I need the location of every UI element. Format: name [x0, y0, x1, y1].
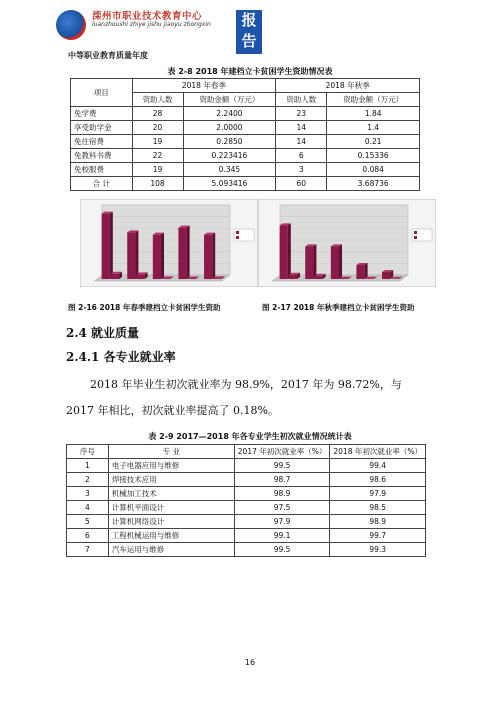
table-cell: 3 [276, 163, 327, 177]
table-row [67, 529, 426, 543]
report-badge: 报告 [236, 10, 262, 54]
chart-bar [127, 232, 135, 279]
table-row [71, 121, 420, 135]
chart-legend-swatch [236, 236, 239, 239]
chart-bar [213, 278, 221, 279]
table1-sub-amount: 资助金额（万元） [327, 93, 420, 107]
table-cell: 机械加工技术 [108, 487, 234, 501]
autumn-chart [258, 199, 436, 287]
table-row [67, 543, 426, 557]
table-cell: 99.5 [234, 543, 330, 557]
employment-table [66, 444, 426, 557]
table2-header: 2018 年初次就业率（%） [330, 445, 426, 459]
report-header [50, 4, 257, 62]
table-cell: 电子电器应用与维修 [108, 459, 234, 473]
chart-bar-side [135, 230, 138, 279]
table-cell: 60 [276, 177, 327, 191]
chart-bar [102, 214, 110, 279]
chart-bar-side [161, 233, 164, 279]
table-row [71, 163, 420, 177]
table-cell: 7 [67, 543, 109, 557]
table-cell: 2 [67, 473, 109, 487]
table-row-total [71, 177, 420, 191]
spring-chart [80, 199, 258, 287]
table1-sub-amount: 资助金额（万元） [183, 93, 276, 107]
chart-legend-swatch [414, 231, 417, 234]
table-cell: 1 [67, 459, 109, 473]
table-cell: 4 [67, 501, 109, 515]
table-cell: 99.1 [234, 529, 330, 543]
table-cell: 98.9 [330, 515, 426, 529]
table-cell: 97.9 [234, 515, 330, 529]
chart-bar [382, 272, 390, 279]
chart-bar [280, 225, 288, 279]
table-cell: 计算机网络设计 [108, 515, 234, 529]
table1-group-autumn: 2018 年秋季 [276, 79, 420, 93]
chart-bar [153, 235, 161, 279]
chart-bar-side [187, 226, 190, 279]
table-cell: 98.6 [330, 473, 426, 487]
table-cell: 0.15336 [327, 149, 420, 163]
chart-bar-side [365, 263, 368, 279]
table-cell: 99.5 [234, 459, 330, 473]
table-cell: 5.093416 [183, 177, 276, 191]
chart-legend [234, 229, 254, 241]
table-cell: 计算机平面设计 [108, 501, 234, 515]
table-cell: 1.4 [327, 121, 420, 135]
table1-col-item: 项目 [71, 79, 133, 107]
chart-bar [204, 235, 212, 279]
table-cell: 合 计 [71, 177, 133, 191]
table-row [71, 149, 420, 163]
table-cell: 6 [276, 149, 327, 163]
table-cell: 99.3 [330, 543, 426, 557]
table-cell: 0.084 [327, 163, 420, 177]
table-cell: 14 [276, 135, 327, 149]
chart-bar-side [110, 212, 113, 279]
table-cell: 享受助学金 [71, 121, 133, 135]
chart-legend [412, 229, 432, 241]
chart-bar [356, 265, 364, 279]
table1-group-spring: 2018 年春季 [132, 79, 276, 93]
table-cell: 免教科书费 [71, 149, 133, 163]
table-cell: 免学费 [71, 107, 133, 121]
chart-legend-swatch [414, 236, 417, 239]
figure-17-caption: 图 2-17 2018 年秋季建档立卡贫困学生资助 [262, 303, 415, 312]
table-cell: 3 [67, 487, 109, 501]
table-cell: 焊接技术应用 [108, 473, 234, 487]
chart-bar [331, 246, 339, 279]
table1-sub-count: 资助人数 [276, 93, 327, 107]
chart-legend-swatch [236, 231, 239, 234]
table-cell: 108 [132, 177, 183, 191]
chart-bar [111, 274, 119, 279]
table-row [67, 459, 426, 473]
paragraph-line-1: 2018 年毕业生初次就业率为 98.9%，2017 年为 98.72%，与 [90, 378, 402, 391]
table-cell: 23 [276, 107, 327, 121]
table-row [67, 501, 426, 515]
table-cell: 2.0000 [183, 121, 276, 135]
table2-header: 序号 [67, 445, 109, 459]
table-cell: 1.84 [327, 107, 420, 121]
table-cell: 5 [67, 515, 109, 529]
school-name-pinyin: luanzhoushi zhiye jishu jiaoyu zhongxin [92, 21, 211, 28]
table-cell: 22 [132, 149, 183, 163]
chart-bar-side [212, 233, 215, 279]
chart-bar-side [288, 223, 291, 279]
page-number: 16 [244, 658, 256, 667]
chart-bar [178, 228, 186, 279]
table-cell: 28 [132, 107, 183, 121]
table-cell: 97.9 [330, 487, 426, 501]
table-row [71, 135, 420, 149]
chart-bar [188, 278, 196, 279]
table-row [71, 107, 420, 121]
report-subtitle: 中等职业教育质量年度 [68, 51, 148, 60]
table-cell: 3.68736 [327, 177, 420, 191]
spring-chart-svg [80, 199, 258, 287]
chart-bar [136, 274, 144, 279]
table-cell: 19 [132, 163, 183, 177]
table-cell: 工程机械运用与维修 [108, 529, 234, 543]
table-cell: 97.5 [234, 501, 330, 515]
table2-header: 2017 年初次就业率（%） [234, 445, 330, 459]
funding-table [70, 78, 420, 191]
table-cell: 98.5 [330, 501, 426, 515]
table-cell: 0.345 [183, 163, 276, 177]
table-cell: 0.2850 [183, 135, 276, 149]
table-cell: 0.21 [327, 135, 420, 149]
table-cell: 汽车运用与维修 [108, 543, 234, 557]
table1-sub-count: 资助人数 [132, 93, 183, 107]
table-cell: 20 [132, 121, 183, 135]
table-cell: 14 [276, 121, 327, 135]
table-row [67, 487, 426, 501]
chart-bar [289, 275, 297, 279]
section-heading: 2.4 就业质量 [66, 326, 140, 340]
table2-header: 专 业 [108, 445, 234, 459]
school-name: 滦州市职业技术教育中心 [92, 11, 203, 22]
chart-bar [162, 278, 170, 279]
table-cell: 0.223416 [183, 149, 276, 163]
table1-caption: 表 2-8 2018 年建档立卡贫困学生资助情况表 [167, 67, 333, 76]
table-cell: 2.2400 [183, 107, 276, 121]
table-cell: 免校服费 [71, 163, 133, 177]
table-cell: 免住宿费 [71, 135, 133, 149]
table-cell: 19 [132, 135, 183, 149]
school-logo [56, 10, 86, 40]
chart-bar [314, 276, 322, 279]
table2-caption: 表 2-9 2017—2018 年各专业学生初次就业情况统计表 [148, 432, 352, 441]
chart-bar [305, 246, 313, 279]
table-cell: 99.7 [330, 529, 426, 543]
figure-16-caption: 图 2-16 2018 年春季建档立卡贫困学生资助 [68, 303, 221, 312]
paragraph-line-2: 2017 年相比，初次就业率提高了 0.18%。 [66, 404, 279, 417]
chart-bar-side [313, 244, 316, 279]
autumn-chart-svg [258, 199, 436, 287]
subsection-heading: 2.4.1 各专业就业率 [66, 350, 176, 364]
chart-bar-side [339, 244, 342, 279]
table-cell: 6 [67, 529, 109, 543]
table-cell: 98.9 [234, 487, 330, 501]
table-cell: 98.7 [234, 473, 330, 487]
table-row [67, 515, 426, 529]
table-cell: 99.4 [330, 459, 426, 473]
table-row [67, 473, 426, 487]
